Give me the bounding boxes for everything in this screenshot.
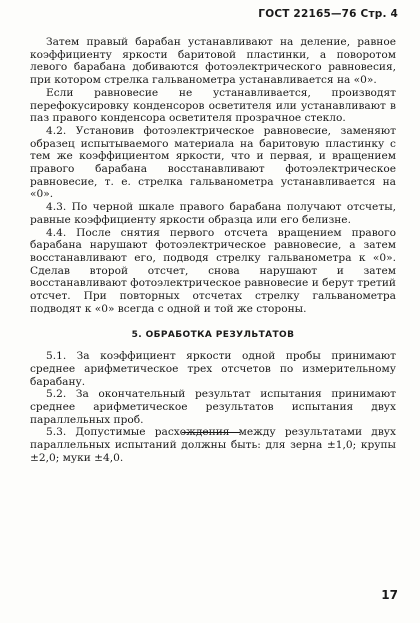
section-title: 5. ОБРАБОТКА РЕЗУЛЬТАТОВ [131, 330, 295, 341]
paragraph: Затем правый барабан устанавливают на деление, равное коэффициенту яркости баритовой пластинки, а поворотом левого барабана добиваются фотоэлектрического равновесия, при котором стрелка гальванометра устанавливается на «0». [30, 36, 396, 87]
document-body [30, 36, 396, 465]
paragraph: 5.2. За окончательный результат испытания принимают среднее арифметическое результатов испытания двух параллельных проб. [30, 388, 396, 426]
paragraph: 5.1. За коэффициент яркости одной пробы принимают среднее арифметическое трех отсчетов по измерительному барабану. [30, 350, 396, 388]
end-rule-divider [182, 432, 240, 433]
paragraph: 4.3. По черной шкале правого барабана получают отсчеты, равные коэффициенту яркости образца или его белизне. [30, 201, 396, 226]
paragraph: 4.4. После снятия первого отсчета вращением правого барабана нарушают фотоэлектрическое равновесие, а затем восстанавливают его, подводя стрелку гальванометра к «0». Сделав второй отсчет, снова нарушают и затем восстанавливают фотоэлектрическое равновесие и берут третий отсчет. При повторных отсчетах стрелку гальванометра подводят к «0» всегда с одной и той же стороны. [30, 226, 396, 315]
page-number: 17 [381, 588, 398, 602]
paragraph: Если равновесие не устанавливается, производят перефокусировку конденсоров осветителя или устанавливают в паз правого конденсора осветителя прозрачное стекло. [30, 86, 396, 125]
paragraph: 5.3. Допустимые расхождения между результатами двух параллельных испытаний должны быть: для зерна ±1,0; крупы ±2,0; муки ±4,0. [30, 426, 396, 464]
page-header: ГОСТ 22165—76 Стр. 4 [258, 8, 398, 20]
paragraph: 4.2. Установив фотоэлектрическое равновесие, заменяют образец испытываемого материала на баритовую пластинку с тем же коэффициентом яркости, что и первая, и вращением правого барабана восстанавливают фотоэлектрическое равновесие, т. е. стрелка гальванометра устанавливается на «0». [30, 124, 396, 201]
